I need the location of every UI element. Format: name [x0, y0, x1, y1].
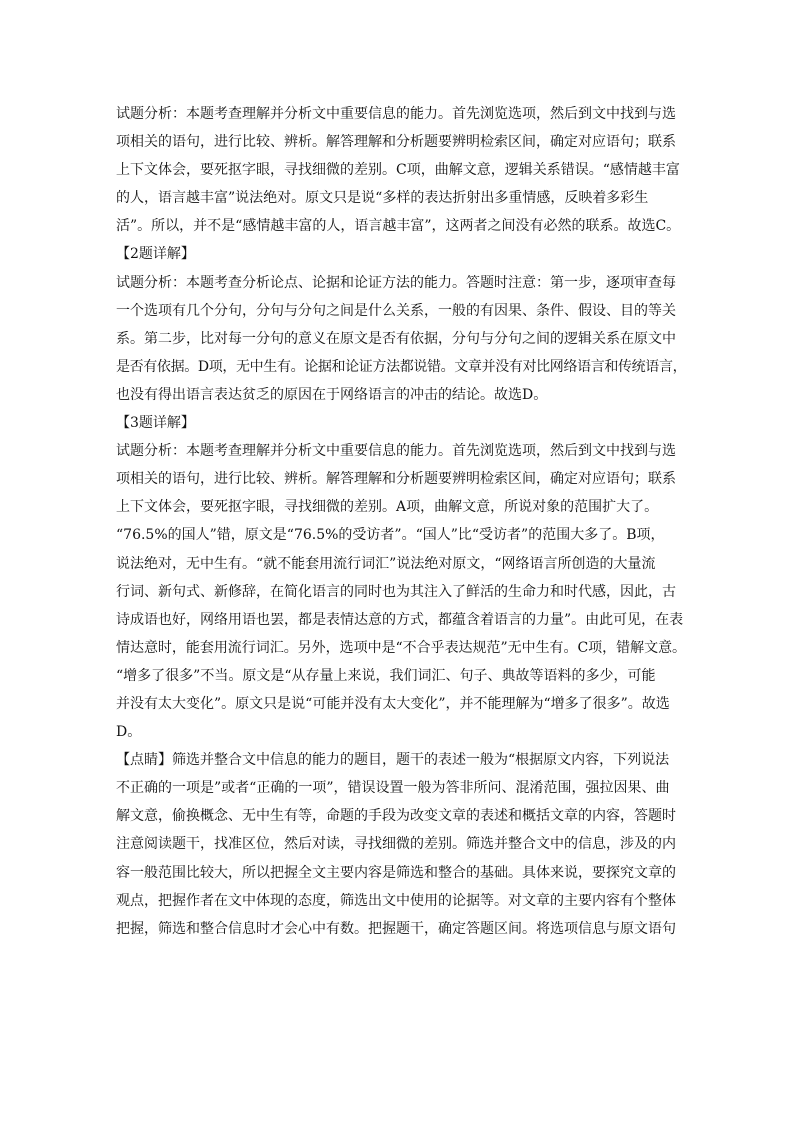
paragraph-line: 解文意，偷换概念、无中生有等，命题的手段为改变文章的表述和概括文章的内容，答题时 [116, 808, 676, 825]
paragraph-line: 上下文体会，要死抠字眼，寻找细微的差别。C项，曲解文意，逻辑关系错误。“感情越丰富 [116, 162, 680, 179]
paragraph-line: 观点，把握作者在文中体现的态度，筛选出文中使用的论据等。对文章的主要内容有个整体 [116, 892, 676, 909]
paragraph-line: 把握，筛选和整合信息时才会心中有数。把握题干，确定答题区间。将选项信息与原文语句 [116, 920, 676, 937]
paragraph-line: 不正确的一项是”或者“正确的一项”，错误设置一般为答非所问、混淆范围，强拉因果、曲 [116, 780, 670, 797]
paragraph-line: 说法绝对，无中生有。“就不能套用流行词汇”说法绝对原文，“网络语言所创造的大量流 [116, 555, 656, 572]
paragraph-line: “增多了很多”不当。原文是“从存量上来说，我们词汇、句子、典故等语料的多少，可能 [116, 667, 656, 684]
paragraph-line: 一个选项有几个分句，分句与分句之间是什么关系，一般的有因果、条件、假设、目的等关 [116, 302, 676, 319]
paragraph-line: 试题分析：本题考查理解并分析文中重要信息的能力。首先浏览选项，然后到文中找到与选 [116, 106, 676, 122]
paragraph-line: 上下文体会，要死抠字眼，寻找细微的差别。A项，曲解文意，所说对象的范围扩大了。 [116, 499, 659, 516]
paragraph-line: 并没有太大变化”。原文只是说“可能并没有太大变化”，并不能理解为“增多了很多”。故选 [116, 695, 670, 712]
paragraph-line: 容一般范围比较大，所以把握全文主要内容是筛选和整合的基础。具体来说，要探究文章的 [116, 864, 676, 881]
paragraph-line: 情达意时，能套用流行词汇。另外，选项中是“不合乎表达规范”无中生有。C项，错解文意。 [116, 639, 687, 656]
paragraph-line: 也没有得出语言表达贫乏的原因在于网络语言的冲击的结论。故选D。 [116, 386, 548, 403]
paragraph-line: 【点睛】筛选并整合文中信息的能力的题目，题干的表述一般为“根据原文内容，下列说法 [116, 752, 670, 769]
section-heading-q2: 【2题详解】 [116, 246, 195, 263]
paragraph-line: 试题分析：本题考查理解并分析文中重要信息的能力。首先浏览选项，然后到文中找到与选 [116, 443, 676, 460]
paragraph-line: 是否有依据。D项，无中生有。论据和论证方法都说错。文章并没有对比网络语言和传统语言， [116, 358, 687, 375]
paragraph-line: 项相关的语句，进行比较、辨析。解答理解和分析题要辨明检索区间，确定对应语句；联系 [116, 471, 676, 488]
paragraph-line: “76.5%的国人”错，原文是“76.5%的受访者”。“国人”比“受访者”的范围大多了。B项， [116, 527, 665, 544]
section-heading-q3: 【3题详解】 [116, 415, 195, 432]
paragraph-line: 试题分析：本题考查分析论点、论据和论证方法的能力。答题时注意：第一步，逐项审查每 [116, 274, 676, 291]
paragraph-line: 注意阅读题干，找准区位，然后对读，寻找细微的差别。筛选并整合文中的信息，涉及的内 [116, 836, 676, 853]
paragraph-line: 的人，语言越丰富”说法绝对。原文只是说“多样的表达折射出多重情感，反映着多彩生 [116, 190, 649, 207]
paragraph-line: 系。第二步，比对每一分句的意义在原文是否有依据，分句与分句之间的逻辑关系在原文中 [116, 330, 676, 347]
paragraph-line: D。 [116, 724, 142, 741]
paragraph-line: 行词、新句式、新修辞，在简化语言的同时也为其注入了鲜活的生命力和时代感，因此，古 [116, 583, 676, 600]
document-body [116, 100, 686, 943]
paragraph-line: 项相关的语句，进行比较、辨析。解答理解和分析题要辨明检索区间，确定对应语句；联系 [116, 134, 676, 151]
paragraph-line: 诗成语也好，网络用语也罢，都是表情达意的方式，都蕴含着语言的力量”。由此可见，在表 [116, 611, 684, 628]
paragraph-line: 活”。所以，并不是“感情越丰富的人，语言越丰富”，这两者之间没有必然的联系。故选C。 [116, 218, 681, 235]
